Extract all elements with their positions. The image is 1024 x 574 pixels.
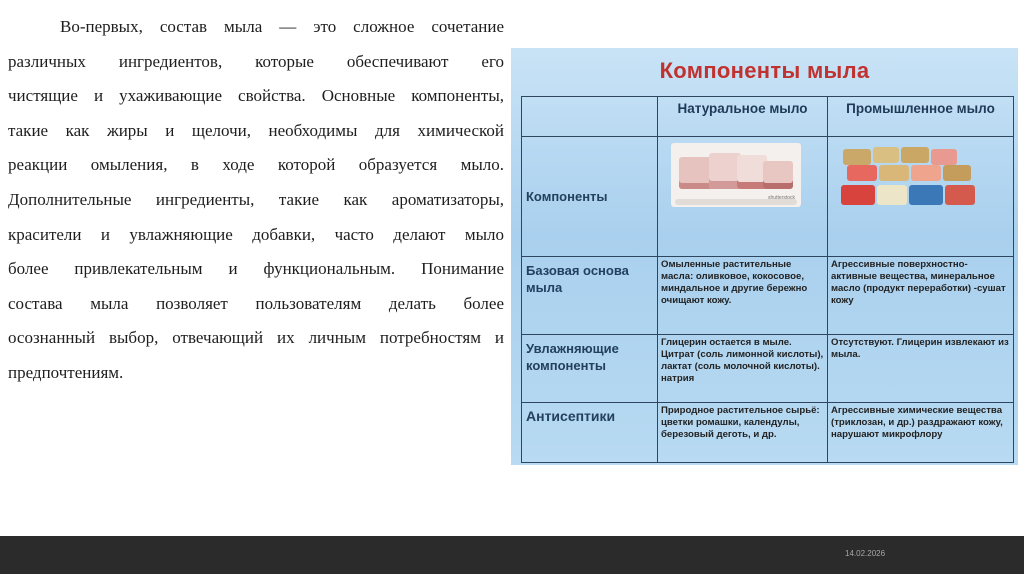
- paragraph-line: красители и увлажняющие добавки, часто делают мыло: [8, 224, 504, 244]
- column-header-natural: Натуральное мыло: [658, 97, 828, 137]
- paragraph-line: различных ингредиентов, которые обеспечивают его: [8, 51, 504, 71]
- footer-bar: [0, 536, 1024, 574]
- cell-antiseptics-industrial: Агрессивные химические вещества (триклозан, и др.) раздражают кожу, нарушают микрофлору: [828, 403, 1014, 463]
- paragraph-line: такие как жиры и щелочи, необходимы для химической: [8, 120, 504, 140]
- footer-date: 14.02.2026: [845, 549, 886, 558]
- row-header-components: Компоненты: [522, 137, 658, 257]
- soap-components-figure: [511, 48, 1018, 465]
- natural-soap-cell: [658, 137, 828, 257]
- row-header-moisturizing: Увлажняющие компоненты: [522, 335, 658, 403]
- paragraph-line: Дополнительные ингредиенты, такие как ароматизаторы,: [8, 189, 504, 209]
- image-caption: shutterstock: [768, 195, 795, 201]
- cell-base-industrial: Агрессивные поверхностно-активные вещества, минеральное масло (продукт переработки) -сушат кожу: [828, 257, 1014, 335]
- cell-moisturizing-industrial: Отсутствуют. Глицерин извлекают из мыла.: [828, 335, 1014, 403]
- body-paragraph: [8, 10, 504, 391]
- row-header-base: Базовая основа мыла: [522, 257, 658, 335]
- paragraph-line: осознанный выбор, отвечающий их личным потребностям и: [8, 328, 504, 348]
- industrial-soap-image: [839, 141, 979, 219]
- column-header-industrial: Промышленное мыло: [828, 97, 1014, 137]
- paragraph-line: Во-первых, состав мыла — это сложное сочетание: [60, 17, 504, 36]
- paragraph-line: реакции омыления, в ходе которой образуется мыло.: [8, 155, 504, 175]
- cell-base-natural: Омыленные растительные масла: оливковое, кокосовое, миндальное и другие бережно очищают кожу.: [658, 257, 828, 335]
- comparison-table: [521, 96, 1014, 463]
- paragraph-line: состава мыла позволяет пользователям делать более: [8, 293, 504, 313]
- cell-antiseptics-natural: Природное растительное сырьё: цветки ромашки, календулы, березовый деготь, и др.: [658, 403, 828, 463]
- paragraph-line: более привлекательным и функциональным. Понимание: [8, 259, 504, 279]
- corner-cell: [522, 97, 658, 137]
- cell-moisturizing-natural: Глицерин остается в мыле. Цитрат (соль лимонной кислоты), лактат (соль молочной кислоты). натрия: [658, 335, 828, 403]
- paragraph-line: предпочтениям.: [8, 362, 124, 382]
- industrial-soap-cell: [828, 137, 1014, 257]
- figure-title: Компоненты мыла: [659, 58, 870, 83]
- paragraph-line: чистящие и ухаживающие свойства. Основные компоненты,: [8, 86, 504, 106]
- row-header-antiseptics: Антисептики: [522, 403, 658, 463]
- natural-soap-image: [671, 143, 801, 207]
